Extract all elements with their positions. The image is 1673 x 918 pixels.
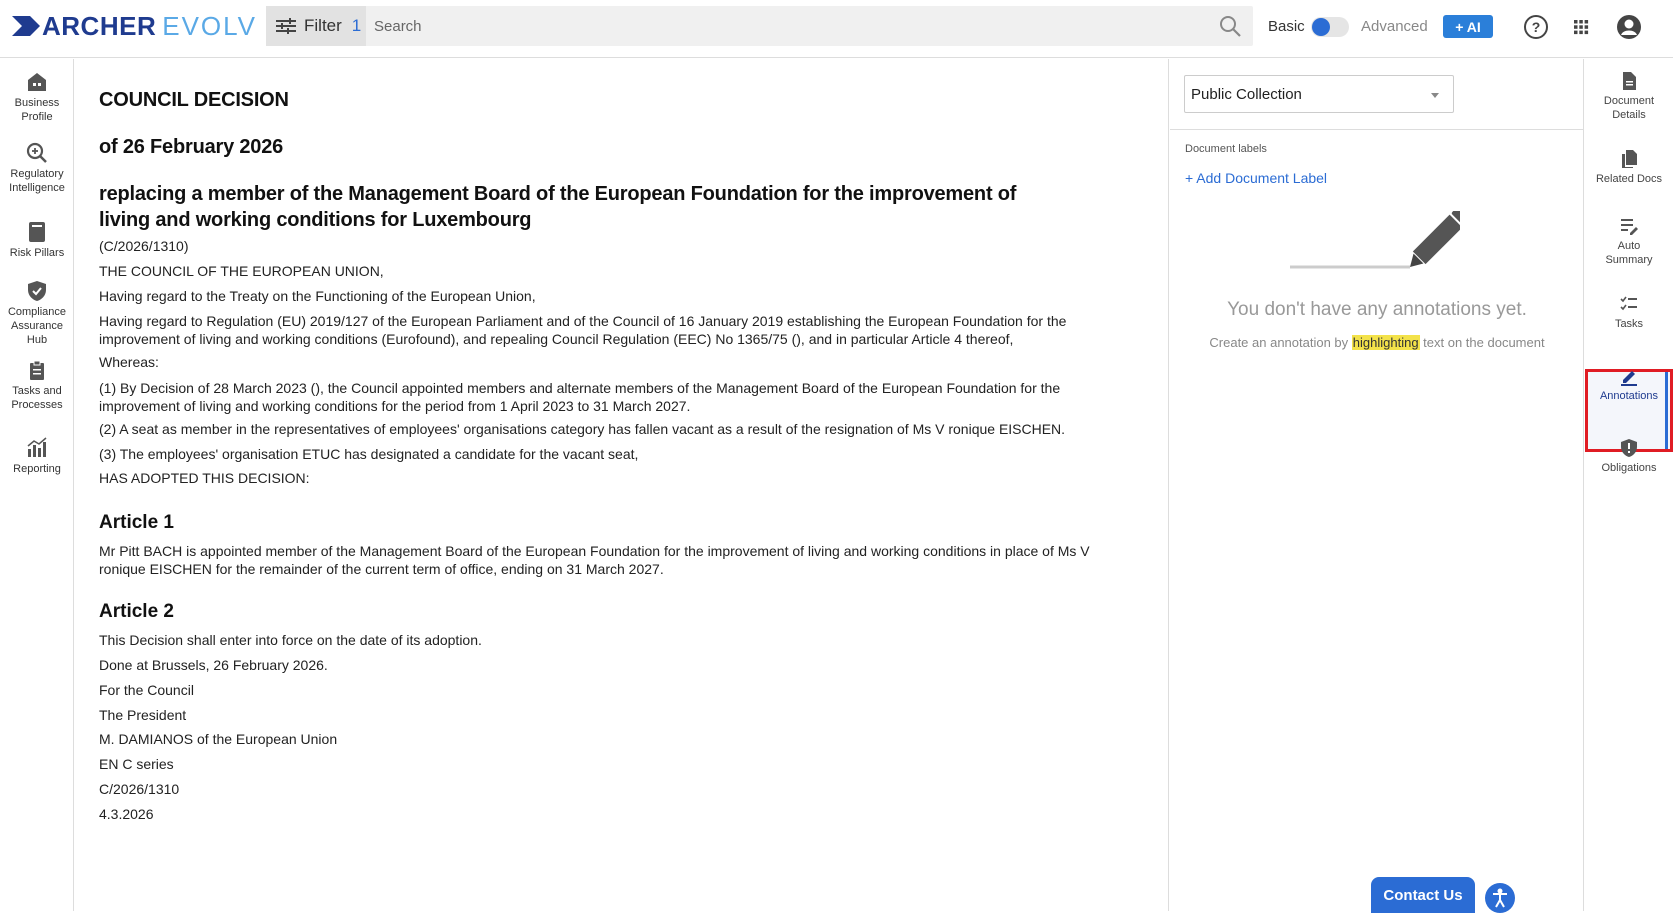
logo-word-evolv: EVOLV [162, 10, 258, 41]
doc-paragraph: Whereas: [99, 354, 159, 370]
nav-label: Reporting [13, 463, 61, 475]
archer-logo-icon [12, 14, 40, 38]
doc-paragraph: The President [99, 707, 187, 723]
sliders-icon [276, 18, 296, 34]
nav-label: Regulatory [10, 168, 64, 180]
tab-label: Summary [1605, 254, 1653, 266]
filter-button[interactable] [266, 6, 366, 46]
nav-label: Profile [21, 111, 53, 123]
document-viewer [74, 59, 1169, 911]
doc-paragraph: Having regard to the Treaty on the Functioning of the European Union, [99, 288, 536, 304]
empty-annotations-hint [1170, 335, 1584, 350]
nav-label: Compliance [7, 306, 67, 318]
tab-tasks[interactable] [1585, 294, 1673, 331]
user-avatar-icon[interactable] [1615, 13, 1643, 41]
tab-label: Obligations [1601, 462, 1657, 474]
collection-dropdown[interactable] [1184, 75, 1454, 113]
doc-paragraph: M. DAMIANOS of the European Union [99, 731, 338, 747]
doc-paragraph: Done at Brussels, 26 February 2026. [99, 657, 328, 673]
shield-check-icon [26, 280, 48, 302]
tab-auto-summary[interactable] [1585, 216, 1673, 267]
nav-tasks-and-processes[interactable] [0, 359, 74, 412]
doc-paragraph: Having regard to Regulation (EU) 2019/127 of the European Parliament and of the Council of 16 January 2019 establishing the European Foundation for the improvement of living and working conditions (Eurofound), and repealing Council Regulation (EEC) No 1365/75 (), and in particular Article 4 thereof, [99, 313, 1067, 347]
nav-label: Business [14, 97, 60, 109]
article-1-heading: Article 1 [99, 512, 174, 533]
search-input[interactable] [374, 6, 1194, 46]
panel-divider [1170, 129, 1584, 130]
search-mode-toggle[interactable] [1311, 17, 1349, 37]
tab-label: Annotations [1599, 390, 1659, 402]
accessibility-icon [1485, 883, 1515, 913]
doc-paragraph: EN C series [99, 756, 174, 772]
pencil-illustration-icon [1290, 211, 1460, 271]
nav-business-profile[interactable] [0, 71, 74, 124]
svg-text:?: ? [1531, 19, 1541, 35]
tab-related-docs[interactable] [1585, 149, 1673, 186]
clipboard-icon [26, 359, 48, 381]
magnifier-icon [26, 142, 48, 164]
tab-label: Tasks [1614, 318, 1644, 330]
toggle-knob [1312, 18, 1330, 36]
tab-label: Related Docs [1595, 173, 1663, 185]
mode-advanced-label: Advanced [1361, 18, 1428, 35]
nav-regulatory-intelligence[interactable] [0, 142, 74, 195]
tab-label: Details [1612, 109, 1646, 121]
nav-risk-pillars[interactable] [0, 221, 74, 260]
documents-stack-icon [1619, 149, 1639, 169]
doc-paragraph: HAS ADOPTED THIS DECISION: [99, 470, 310, 486]
home-icon [26, 71, 48, 93]
doc-subject: replacing a member of the Management Board of the European Foundation for the improvement of living and working conditions for Luxembourg [99, 183, 1017, 231]
filter-label: Filter [304, 16, 342, 35]
search-icon[interactable] [1219, 15, 1241, 37]
nav-label: Assurance [11, 320, 63, 332]
hint-text: text on the document [1419, 335, 1545, 350]
doc-paragraph: (1) By Decision of 28 March 2023 (), the Council appointed members and alternate members of the Management Board of the European Foundation for the improvement of living and working conditions for the period from 1 April 2023 to 31 March 2027. [99, 380, 1061, 414]
tab-obligations[interactable] [1585, 438, 1673, 475]
nav-label: Processes [11, 399, 63, 411]
help-icon[interactable] [1522, 13, 1550, 41]
article-1-text: Mr Pitt BACH is appointed member of the Management Board of the European Foundation for the improvement of living and working conditions in place of Ms V ronique EISCHEN for the remainder of the current term of office, ending on 31 March 2027. [99, 543, 1090, 577]
mode-basic-label: Basic [1268, 18, 1305, 35]
tab-document-details[interactable] [1585, 71, 1673, 122]
doc-paragraph: 4.3.2026 [99, 806, 154, 822]
collection-selected-value: Public Collection [1191, 86, 1302, 103]
ai-button[interactable]: + AI [1443, 15, 1493, 38]
nav-reporting[interactable] [0, 437, 74, 476]
article-2-heading: Article 2 [99, 601, 174, 622]
summary-edit-icon [1619, 216, 1639, 236]
nav-label: Risk Pillars [9, 247, 65, 259]
archer-evolv-logo[interactable] [12, 12, 257, 40]
empty-annotations-title: You don't have any annotations yet. [1227, 299, 1527, 320]
tab-annotations[interactable] [1585, 366, 1673, 403]
doc-title: COUNCIL DECISION [99, 89, 289, 111]
checklist-icon [1619, 294, 1639, 314]
doc-paragraph: THE COUNCIL OF THE EUROPEAN UNION, [99, 263, 384, 279]
hint-text: Create an annotation by [1209, 335, 1352, 350]
chevron-down-icon [1431, 93, 1439, 98]
doc-reference: (C/2026/1310) [99, 238, 189, 254]
logo-word-archer: ARCHER [42, 10, 157, 41]
tab-label: Auto [1617, 240, 1641, 252]
document-icon [1619, 71, 1639, 91]
chart-icon [26, 437, 48, 459]
tab-label: Document [1603, 95, 1655, 107]
book-icon [26, 221, 48, 243]
doc-date: of 26 February 2026 [99, 136, 284, 158]
document-labels-heading: Document labels [1185, 143, 1267, 155]
search-bar [266, 6, 1253, 46]
add-document-label-link[interactable]: + Add Document Label [1185, 170, 1328, 186]
doc-paragraph: (3) The employees' organisation ETUC has designated a candidate for the vacant seat, [99, 446, 639, 462]
contact-us-button[interactable]: Contact Us [1371, 877, 1475, 913]
shield-alert-icon [1619, 438, 1639, 458]
doc-paragraph: C/2026/1310 [99, 781, 180, 797]
accessibility-button[interactable] [1485, 883, 1515, 913]
doc-paragraph: For the Council [99, 682, 194, 698]
nav-label: Intelligence [9, 182, 65, 194]
top-header [0, 0, 1673, 58]
doc-paragraph: (2) A seat as member in the representatives of employees' organisations category has fallen vacant as a result of the resignation of Ms V ronique EISCHEN. [99, 421, 1066, 437]
nav-compliance-assurance-hub[interactable] [0, 280, 74, 347]
right-tab-rail [1585, 59, 1673, 911]
nav-label: Tasks and [12, 385, 62, 397]
highlight-sample: highlighting [1352, 335, 1419, 350]
doc-paragraph: This Decision shall enter into force on the date of its adoption. [99, 632, 482, 648]
left-navigation [0, 59, 74, 911]
annotations-panel [1170, 59, 1584, 911]
apps-grid-icon[interactable] [1567, 13, 1595, 41]
pen-icon [1619, 366, 1639, 386]
filter-count-badge: 1 [351, 16, 362, 35]
nav-label: Hub [26, 334, 48, 346]
